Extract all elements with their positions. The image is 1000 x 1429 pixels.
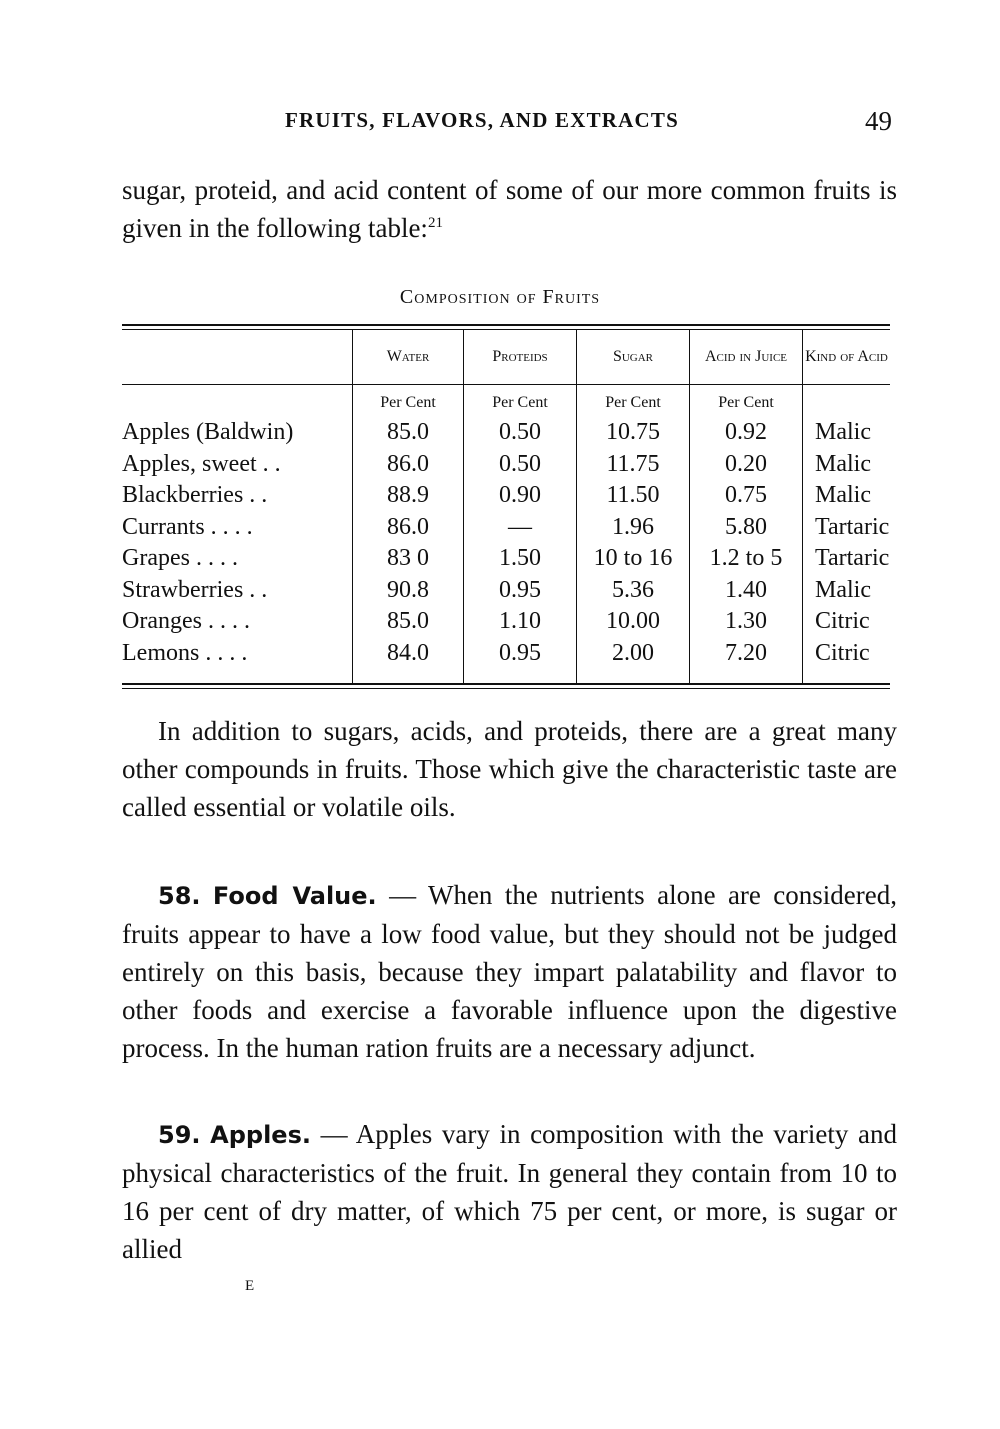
acid-value: 0.75 (690, 480, 803, 512)
page-number: 49 (865, 106, 892, 136)
sugar-value: 10.75 (577, 417, 690, 449)
col-water: Water (353, 330, 464, 385)
spacer-cell (577, 669, 690, 683)
spacer-cell (353, 669, 464, 683)
water-value: 90.8 (353, 575, 464, 607)
unit-cell: Per Cent (577, 385, 690, 418)
water-value: 85.0 (353, 417, 464, 449)
fruit-name: Apples, sweet . . (122, 450, 281, 477)
proteids-value: 0.95 (464, 575, 577, 607)
table-row (122, 512, 890, 544)
spacer-cell (690, 669, 803, 683)
water-value: 83 0 (353, 543, 464, 575)
table-row (122, 449, 890, 481)
kind-value: Malic (803, 480, 891, 512)
acid-value: 7.20 (690, 638, 803, 670)
running-head (120, 108, 900, 138)
acid-value: 1.30 (690, 606, 803, 638)
proteids-value: 1.10 (464, 606, 577, 638)
acid-value: 0.92 (690, 417, 803, 449)
acid-value: 5.80 (690, 512, 803, 544)
kind-value: Citric (803, 606, 891, 638)
proteids-value: 0.90 (464, 480, 577, 512)
fruit-name: Blackberries . . (122, 482, 268, 508)
fruit-table (122, 330, 890, 683)
composition-table (122, 324, 890, 689)
fruit-name: Strawberries . . (122, 576, 268, 603)
table-header-row (122, 330, 890, 385)
table-bottom-rule (122, 683, 890, 689)
sugar-value: 11.50 (577, 480, 690, 512)
units-row (122, 385, 890, 418)
apples-section (122, 1115, 897, 1268)
unit-cell: Per Cent (353, 385, 464, 418)
spacer-cell (464, 669, 577, 683)
col-proteids: Proteids (464, 330, 577, 385)
spacer-cell (122, 669, 353, 683)
table-caption: Composition of Fruits (399, 286, 601, 308)
intro-paragraph (122, 171, 897, 247)
water-value: 88.9 (353, 480, 464, 512)
proteids-value: 1.50 (464, 543, 577, 575)
kind-value: Tartaric (803, 543, 891, 575)
col-acid-in-juice: Acid in Juice (690, 330, 803, 385)
running-title: FRUITS, FLAVORS, AND EXTRACTS (285, 108, 679, 132)
unit-cell (803, 385, 891, 418)
section-title: Apples. (210, 1121, 311, 1149)
unit-cell: Per Cent (690, 385, 803, 418)
water-value: 84.0 (353, 638, 464, 670)
unit-cell (122, 385, 353, 418)
table-spacer-row (122, 669, 890, 683)
fruit-name: Lemons . . . . (122, 639, 248, 666)
fruit-name: Grapes . . . . (122, 545, 238, 571)
table-row (122, 417, 890, 449)
table-row (122, 638, 890, 670)
kind-value: Citric (803, 638, 891, 670)
fruit-name: Apples (Baldwin) (122, 419, 294, 445)
table-row (122, 543, 890, 575)
intro-text: sugar, proteid, and acid content of some of our more common fruits is given in the following table: (122, 175, 897, 243)
section-text: — When the nutrients alone are considered, fruits appear to have a low food value, but they should not be judged entirely on this basis, because they impart palatability and flavor to other foods and exercise a favorable influence upon the digestive process. In the human ration fruits are a necessary adjunct. (122, 880, 898, 1063)
sugar-value: 1.96 (577, 512, 690, 544)
col-sugar: Sugar (577, 330, 690, 385)
fruit-name: Currants . . . . (122, 513, 253, 540)
sugar-value: 11.75 (577, 449, 690, 481)
compounds-paragraph: In addition to sugars, acids, and proteids, there are a great many other compounds in fruits. Those which give the characteristic taste are called essential or volatile oils. (122, 716, 897, 822)
table-row (122, 606, 890, 638)
water-value: 86.0 (353, 449, 464, 481)
proteids-value: 0.95 (464, 638, 577, 670)
sugar-value: 5.36 (577, 575, 690, 607)
proteids-value: 0.50 (464, 417, 577, 449)
water-value: 85.0 (353, 606, 464, 638)
sugar-value: 10.00 (577, 606, 690, 638)
footnote-ref: 21 (427, 215, 443, 231)
kind-value: Tartaric (803, 512, 891, 544)
acid-value: 1.40 (690, 575, 803, 607)
sugar-value: 10 to 16 (577, 543, 690, 575)
col-fruit (122, 330, 353, 385)
fruit-name: Oranges . . . . (122, 608, 250, 634)
proteids-value: 0.50 (464, 449, 577, 481)
col-kind-of-acid: Kind of Acid (803, 330, 891, 385)
kind-value: Malic (803, 449, 891, 481)
kind-value: Malic (803, 417, 891, 449)
kind-value: Malic (803, 575, 891, 607)
sugar-value: 2.00 (577, 638, 690, 670)
section-number: 58. (158, 882, 201, 910)
section-title: Food Value. (212, 882, 377, 910)
table-row (122, 480, 890, 512)
spacer-cell (803, 669, 891, 683)
section-text: — Apples vary in composition with the variety and physical characteristics of the fruit. In general they contain from 10 to 16 per cent of dry matter, of which 75 per cent, or more, is sugar or allied (122, 1119, 897, 1264)
acid-value: 0.20 (690, 449, 803, 481)
water-value: 86.0 (353, 512, 464, 544)
proteids-value: — (464, 512, 577, 544)
section-number: 59. (158, 1121, 201, 1149)
acid-value: 1.2 to 5 (690, 543, 803, 575)
table-row (122, 575, 890, 607)
signature-mark: E (245, 1278, 255, 1294)
food-value-section (122, 876, 897, 1067)
unit-cell: Per Cent (464, 385, 577, 418)
